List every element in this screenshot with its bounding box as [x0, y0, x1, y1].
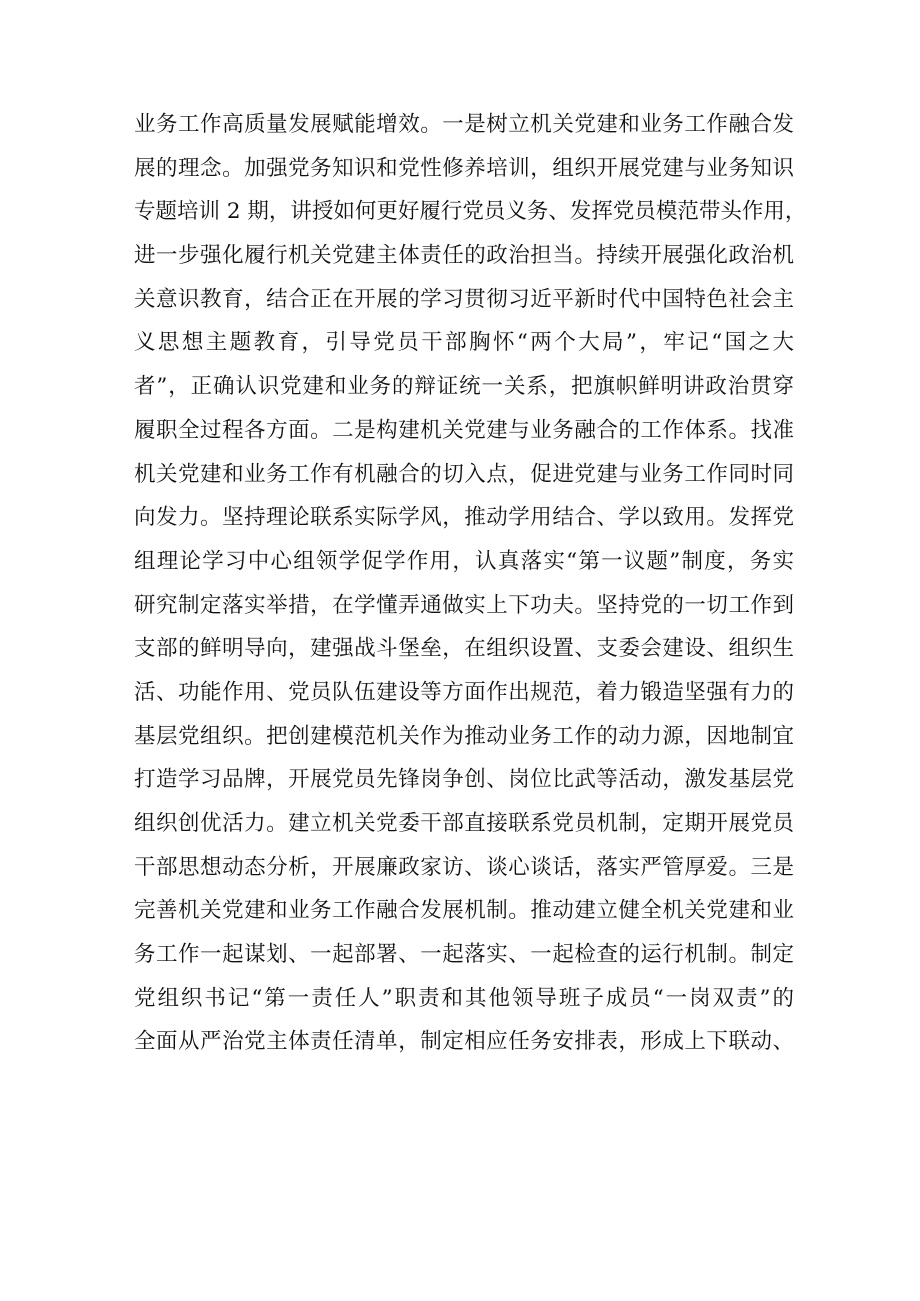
text-line: 者”，正确认识党建和业务的辩证统一关系，把旗帜鲜明讲政治贯穿	[134, 374, 794, 400]
text-line: 机关党建和业务工作有机融合的切入点，促进党建与业务工作同时同	[134, 461, 794, 487]
text-line: 向发力。坚持理论联系实际学风，推动学用结合、学以致用。发挥党	[134, 505, 794, 531]
text-line: 组织创优活力。建立机关党委干部直接联系党员机制，定期开展党员	[134, 811, 794, 836]
text-line: 展的理念。加强党务知识和党性修养培训，组织开展党建与业务知识	[134, 155, 794, 181]
text-line: 专题培训 2 期，讲授如何更好履行党员义务、发挥党员模范带头作用，	[134, 199, 807, 225]
text-line: 业务工作高质量发展赋能增效。一是树立机关党建和业务工作融合发	[134, 112, 794, 137]
text-line: 基层党组织。把创建模范机关作为推动业务工作的动力源，因地制宜	[134, 723, 794, 749]
text-line: 研究制定落实举措，在学懂弄通做实上下功夫。坚持党的一切工作到	[134, 592, 794, 618]
text-line: 支部的鲜明导向，建强战斗堡垒，在组织设置、支委会建设、组织生	[134, 636, 794, 662]
text-line: 干部思想动态分析，开展廉政家访、谈心谈话，落实严管厚爱。三是	[134, 854, 794, 880]
text-line: 完善机关党建和业务工作融合发展机制。推动建立健全机关党建和业	[134, 898, 794, 924]
text-line: 义思想主题教育，引导党员干部胸怀“两个大局”，牢记“国之大	[134, 330, 794, 356]
text-line: 全面从严治党主体责任清单，制定相应任务安排表，形成上下联动、	[134, 1029, 794, 1055]
text-line: 进一步强化履行机关党建主体责任的政治担当。持续开展强化政治机	[134, 243, 794, 269]
text-line: 履职全过程各方面。二是构建机关党建与业务融合的工作体系。找准	[134, 417, 794, 443]
text-line: 活、功能作用、党员队伍建设等方面作出规范，着力锻造坚强有力的	[134, 679, 794, 705]
text-line: 关意识教育，结合正在开展的学习贯彻习近平新时代中国特色社会主	[134, 286, 794, 312]
body-paragraph	[134, 103, 807, 1064]
text-line: 组理论学习中心组领学促学作用，认真落实“第一议题”制度，务实	[134, 548, 794, 574]
text-line: 打造学习品牌，开展党员先锋岗争创、岗位比武等活动，激发基层党	[134, 767, 794, 793]
text-line: 党组织书记“第一责任人”职责和其他领导班子成员“一岗双责”的	[134, 985, 794, 1011]
text-line: 务工作一起谋划、一起部署、一起落实、一起检查的运行机制。制定	[134, 942, 794, 968]
